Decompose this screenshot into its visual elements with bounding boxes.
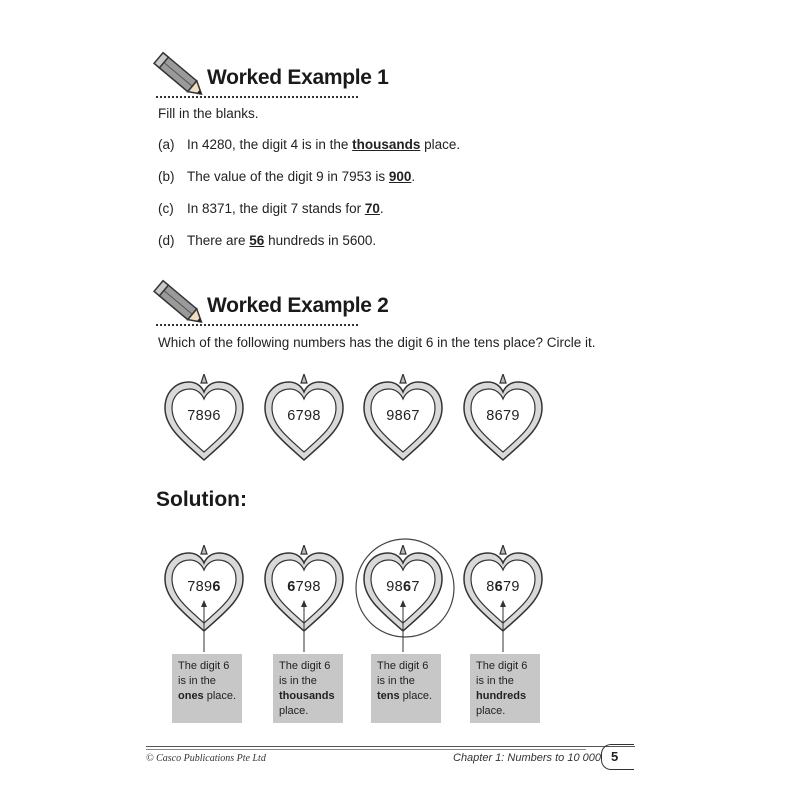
note-thousands: The digit 6 is in the thousands place. <box>273 654 343 723</box>
dotted-underline <box>156 324 358 326</box>
heart-option-1[interactable] <box>162 374 246 462</box>
note-hundreds: The digit 6 is in the hundreds place. <box>470 654 540 723</box>
answer: 900 <box>388 169 412 184</box>
arrow-up-icon <box>498 598 508 653</box>
footer-chapter: Chapter 1: Numbers to 10 000 <box>453 752 601 764</box>
answer: thousands <box>352 137 421 152</box>
worked-example-1-title: Worked Example 1 <box>207 66 389 89</box>
question-label: (a) <box>158 137 175 152</box>
answer: 70 <box>364 201 380 216</box>
note-tens: The digit 6 is in the tens place. <box>371 654 441 723</box>
example-2-instruction: Which of the following numbers has the digit 6 in the tens place? Circle it. <box>158 335 596 350</box>
heart-number: 9867 <box>386 579 420 595</box>
heart-number: 7896 <box>187 579 221 595</box>
worked-example-1-header <box>152 50 389 102</box>
worked-example-2-header <box>152 278 389 330</box>
question-text: In 4280, the digit 4 is in the thousands place. <box>187 137 461 152</box>
page-number: 5 <box>611 749 619 764</box>
copyright-icon: © <box>146 753 154 764</box>
heart-option-2[interactable] <box>262 374 346 462</box>
heart-number: 8679 <box>486 408 520 424</box>
question-text: The value of the digit 9 in 7953 is 900. <box>187 169 416 184</box>
solution-title: Solution: <box>156 488 247 511</box>
footer-publisher: © Casco Publications Pte Ltd <box>146 753 266 764</box>
heart-option-4[interactable] <box>461 374 545 462</box>
answer: 56 <box>249 233 265 248</box>
question-text: In 8371, the digit 7 stands for 70. <box>187 201 384 216</box>
example-1-instruction: Fill in the blanks. <box>158 106 259 121</box>
arrow-up-icon <box>199 598 209 653</box>
arrow-up-icon <box>398 598 408 653</box>
arrow-up-icon <box>299 598 309 653</box>
pencil-icon <box>152 278 210 330</box>
heart-number: 9867 <box>386 408 420 424</box>
question-label: (c) <box>158 201 174 216</box>
note-ones: The digit 6 is in the ones place. <box>172 654 242 723</box>
worked-example-2-title: Worked Example 2 <box>207 294 389 317</box>
pencil-icon <box>152 50 210 102</box>
question-label: (d) <box>158 233 175 248</box>
heart-number: 6798 <box>287 408 321 424</box>
heart-option-3[interactable] <box>361 374 445 462</box>
heart-number: 8679 <box>486 579 520 595</box>
heart-number: 6798 <box>287 579 321 595</box>
question-text: There are 56 hundreds in 5600. <box>187 233 377 248</box>
dotted-underline <box>156 96 358 98</box>
question-label: (b) <box>158 169 175 184</box>
heart-number: 7896 <box>187 408 221 424</box>
footer-rule <box>146 746 635 747</box>
footer-rule-thin <box>146 749 586 750</box>
